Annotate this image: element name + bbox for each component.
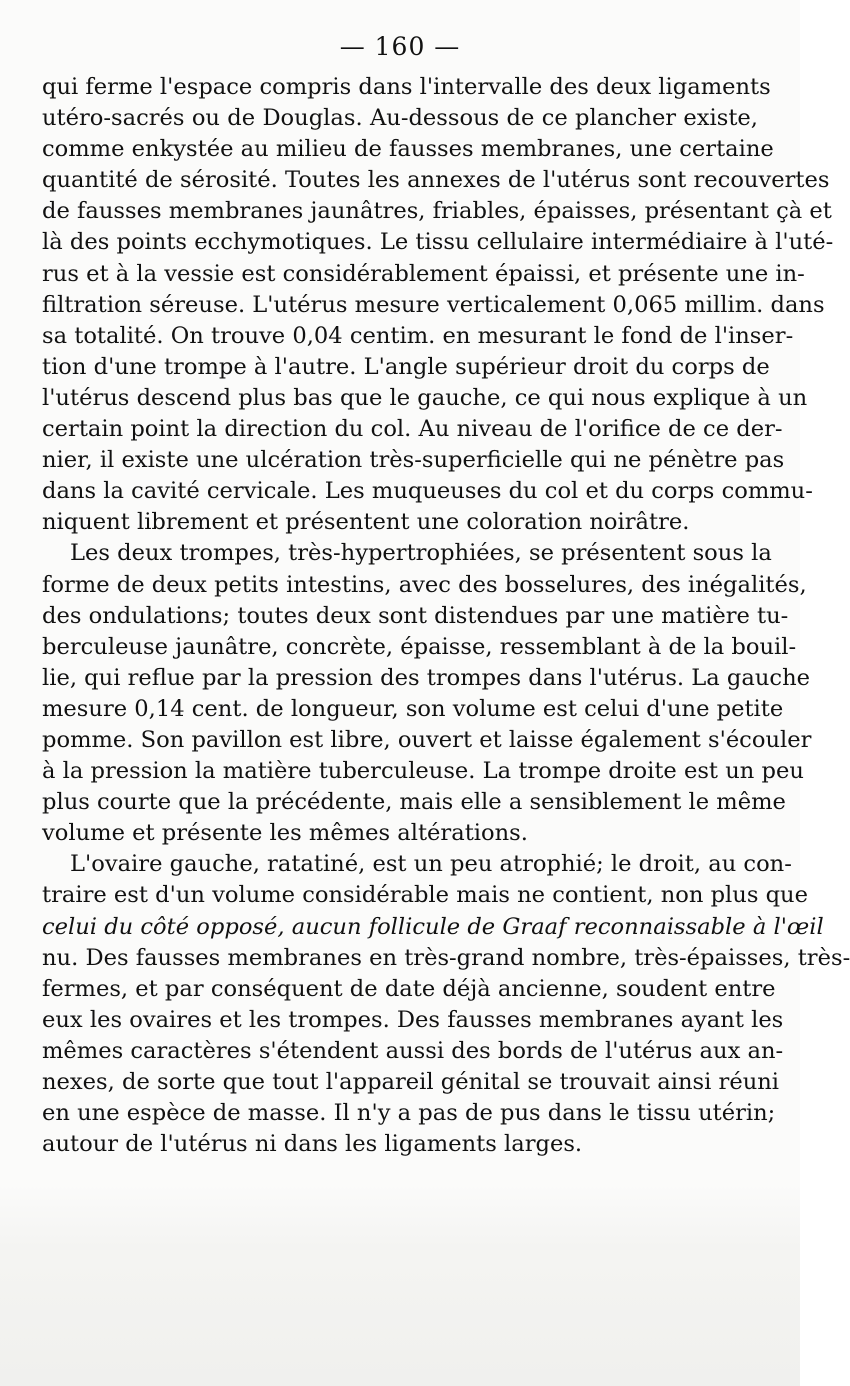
text-line: dans la cavité cervicale. Les muqueuses du col et du corps commu- [42,478,813,505]
text-line: nu. Des fausses membranes en très-grand nombre, très-épaisses, très- [42,944,850,971]
text-line: tion d'une trompe à l'autre. L'angle supérieur droit du corps de [42,353,770,380]
text-line: fermes, et par conséquent de date déjà ancienne, soudent entre [42,975,776,1002]
text-line: forme de deux petits intestins, avec des bosselures, des inégalités, [42,571,807,598]
text-line: Les deux trompes, très-hypertrophiées, se présentent sous la [70,540,772,567]
body-text [42,72,850,1160]
text-line: nier, il existe une ulcération très-superficielle qui ne pénètre pas [42,447,785,474]
text-line: là des points ecchymotiques. Le tissu cellulaire intermédiaire à l'uté- [42,229,834,256]
text-line: utéro-sacrés ou de Douglas. Au-dessous de ce plancher existe, [42,105,758,132]
text-line: L'ovaire gauche, ratatiné, est un peu atrophié; le droit, au con- [70,851,792,878]
text-line: mêmes caractères s'étendent aussi des bords de l'utérus aux an- [42,1037,784,1064]
text-line: traire est d'un volume considérable mais ne contient, non plus que [42,882,808,909]
text-line: autour de l'utérus ni dans les ligaments larges. [42,1131,583,1158]
text-line: plus courte que la précédente, mais elle a sensiblement le même [42,789,786,816]
text-line: l'utérus descend plus bas que le gauche, ce qui nous explique à un [42,384,808,411]
text-line: eux les ovaires et les trompes. Des fausses membranes ayant les [42,1006,784,1033]
text-line: berculeuse jaunâtre, concrète, épaisse, ressemblant à de la bouil- [42,633,797,660]
paragraph [42,849,850,1160]
text-line: en une espèce de masse. Il n'y a pas de pus dans le tissu utérin; [42,1100,776,1127]
text-line: de fausses membranes jaunâtres, friables, épaisses, présentant çà et [42,198,832,225]
text-line: des ondulations; toutes deux sont distendues par une matière tu- [42,602,789,629]
text-line: filtration séreuse. L'utérus mesure verticalement 0,065 millim. dans [42,291,825,318]
text-line: quantité de sérosité. Toutes les annexes de l'utérus sont recouvertes [42,167,830,194]
text-line: lie, qui reflue par la pression des trompes dans l'utérus. La gauche [42,664,810,691]
paragraph [42,72,834,538]
text-line: celui du côté opposé, aucun follicule de Graaf reconnaissable à l'œil [42,913,824,940]
text-line: rus et à la vessie est considérablement épaissi, et présente une in- [42,260,805,287]
text-line: nexes, de sorte que tout l'appareil génital se trouvait ainsi réuni [42,1069,780,1095]
text-line: sa totalité. On trouve 0,04 centim. en mesurant le fond de l'inser- [42,322,794,349]
text-line: pomme. Son pavillon est libre, ouvert et laisse également s'écouler [42,726,812,753]
paragraph [42,538,812,849]
show-through-area [0,1185,800,1386]
text-line: niquent librement et présentent une coloration noirâtre. [42,509,690,536]
text-line: à la pression la matière tuberculeuse. La trompe droite est un peu [42,758,804,785]
text-line: qui ferme l'espace compris dans l'intervalle des deux ligaments [42,74,771,100]
text-line: certain point la direction du col. Au niveau de l'orifice de ce der- [42,416,783,443]
text-line: mesure 0,14 cent. de longueur, son volume est celui d'une petite [42,695,784,722]
text-line: comme enkystée au milieu de fausses membranes, une certaine [42,136,774,163]
page-number: — 160 — [339,32,461,61]
text-line: volume et présente les mêmes altérations. [42,820,528,847]
